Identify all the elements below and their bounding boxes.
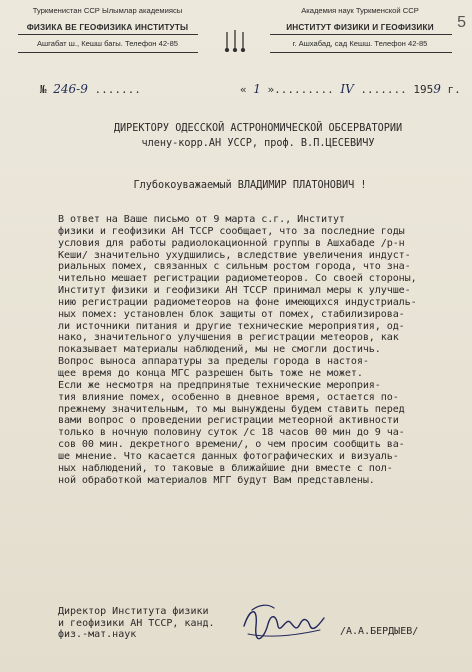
body-line: условия для работы радиолокационной группы в Ашхабаде /р-н — [58, 237, 405, 249]
body-line: щее время до конца МГС разрешен быть тоже не может. — [58, 367, 363, 379]
body-line: Если же несмотря на предпринятые технические мероприя- — [58, 379, 381, 391]
reference-year-suffix: г. — [447, 83, 461, 96]
body-line: Институт физики и геофизики АН ТССР принимал меры к улучше- — [58, 285, 411, 297]
body-line: ных наблюдений, то таковые в ближайшие дни вместе с пол- — [58, 462, 393, 474]
reference-date: « 1 »......... IV ....... 1959 г. — [240, 82, 461, 96]
body-line: риальных помех, связанных с сильным ростом города, что зна- — [58, 261, 411, 273]
body-line: вами вопрос о проведении регистрации метеорной активности — [58, 415, 399, 427]
letterhead-left-rule-2 — [18, 52, 198, 53]
letterhead-right-academy: Академия наук Туркменской ССР — [301, 6, 419, 15]
salutation: Глубокоуважаемый ВЛАДИМИР ПЛАТОНОВИЧ ! — [133, 180, 367, 191]
letterhead-left-address: Ашгабат ш., Кешш багы. Телефон 42-85 — [36, 39, 179, 48]
reference-date-day: 1 — [253, 82, 261, 96]
letterhead-right-rule — [270, 34, 452, 35]
reference-number-prefix: № — [40, 83, 47, 96]
body-line: показывает материалы наблюдений, мы не смогли достичь. — [58, 344, 381, 356]
reference-date-month: IV — [340, 82, 354, 96]
signature-block — [58, 606, 215, 641]
reference-number-value: 246-9 — [53, 82, 88, 96]
letterhead-left-institute: ФИЗИКА ВЕ ГЕОФИЗИКА ИНСТИТУТЫ — [26, 23, 189, 32]
letterhead-right — [265, 6, 455, 49]
body-line: ли источники питания и другие технические мероприятия, од- — [58, 320, 405, 332]
body-line: физики и геофизики АН ТССР сообщает, что за последние годы — [58, 225, 405, 237]
reference-year-prefix: 195 — [413, 83, 434, 96]
body-line: ше мнение. Что касается данных фотографических и визуаль- — [58, 450, 399, 462]
body-line: прежнему значительным, то мы вынуждены будем ставить перед — [58, 403, 405, 415]
letterhead-right-rule-2 — [270, 52, 452, 53]
letterhead-right-address: г. Ашхабад, сад Кешш. Телефон 42-85 — [292, 39, 428, 48]
letter-body — [58, 214, 465, 486]
signer-title-line-3: физ.-мат.наук — [58, 629, 137, 640]
body-line: тия влияние помех, особенно в дневное время, остается по- — [58, 391, 399, 403]
signer-title-line-2: и геофизики АН ТССР, канд. — [58, 617, 215, 629]
body-line: В ответ на Ваше письмо от 9 марта с.г., Институт — [58, 214, 345, 225]
signer-title-line-1: Директор Института физики — [58, 606, 209, 617]
body-line: чительно мешает регистрации радиометеоров. Со своей стороны, — [58, 273, 417, 285]
signer-name: /А.А.БЕРДЫЕВ/ — [340, 626, 419, 637]
reference-number: № 246-9 ....... — [40, 82, 141, 96]
body-line: Вопрос выноса аппаратуры за пределы города в настоя- — [58, 356, 369, 368]
body-line: сов 00 мин. декретного времени/, о чем просим сообщить ва- — [58, 439, 405, 451]
body-line: только в ночную половину суток /с 18 часов 00 мин до 9 ча- — [58, 427, 405, 439]
letterhead-left-rule — [18, 34, 198, 35]
reference-year-digit: 9 — [433, 82, 441, 96]
body-line: нию регистрации радиометеоров на фоне имеющихся индустриаль- — [58, 296, 417, 308]
handwritten-signature-icon — [238, 596, 328, 646]
addressee-line-2: члену-корр.АН УССР, проф. В.П.ЦЕСЕВИЧУ — [141, 138, 375, 149]
archive-corner-mark: 5 — [457, 14, 466, 31]
body-line: ной обработкой материалов МГГ будут Вам представлены. — [58, 474, 375, 486]
letterhead-left — [15, 6, 200, 49]
body-line: Кеши/ значительно ухудшились, вследствие увеличения индуст- — [58, 249, 411, 261]
institute-emblem-icon — [222, 28, 248, 52]
body-line: нако, значительного улучшения в регистрации метеоров, как — [58, 332, 399, 344]
body-line: ных помех: установлен блок защиты от помех, стабилизирова- — [58, 308, 405, 320]
letterhead-right-institute: ИНСТИТУТ ФИЗИКИ И ГЕОФИЗИКИ — [286, 23, 434, 32]
addressee-line-1: ДИРЕКТОРУ ОДЕССКОЙ АСТРОНОМИЧЕСКОЙ ОБСЕРВАТОРИИ — [113, 123, 403, 134]
letterhead-left-academy: Туркменистан ССР Ылымлар академиясы — [32, 6, 183, 15]
